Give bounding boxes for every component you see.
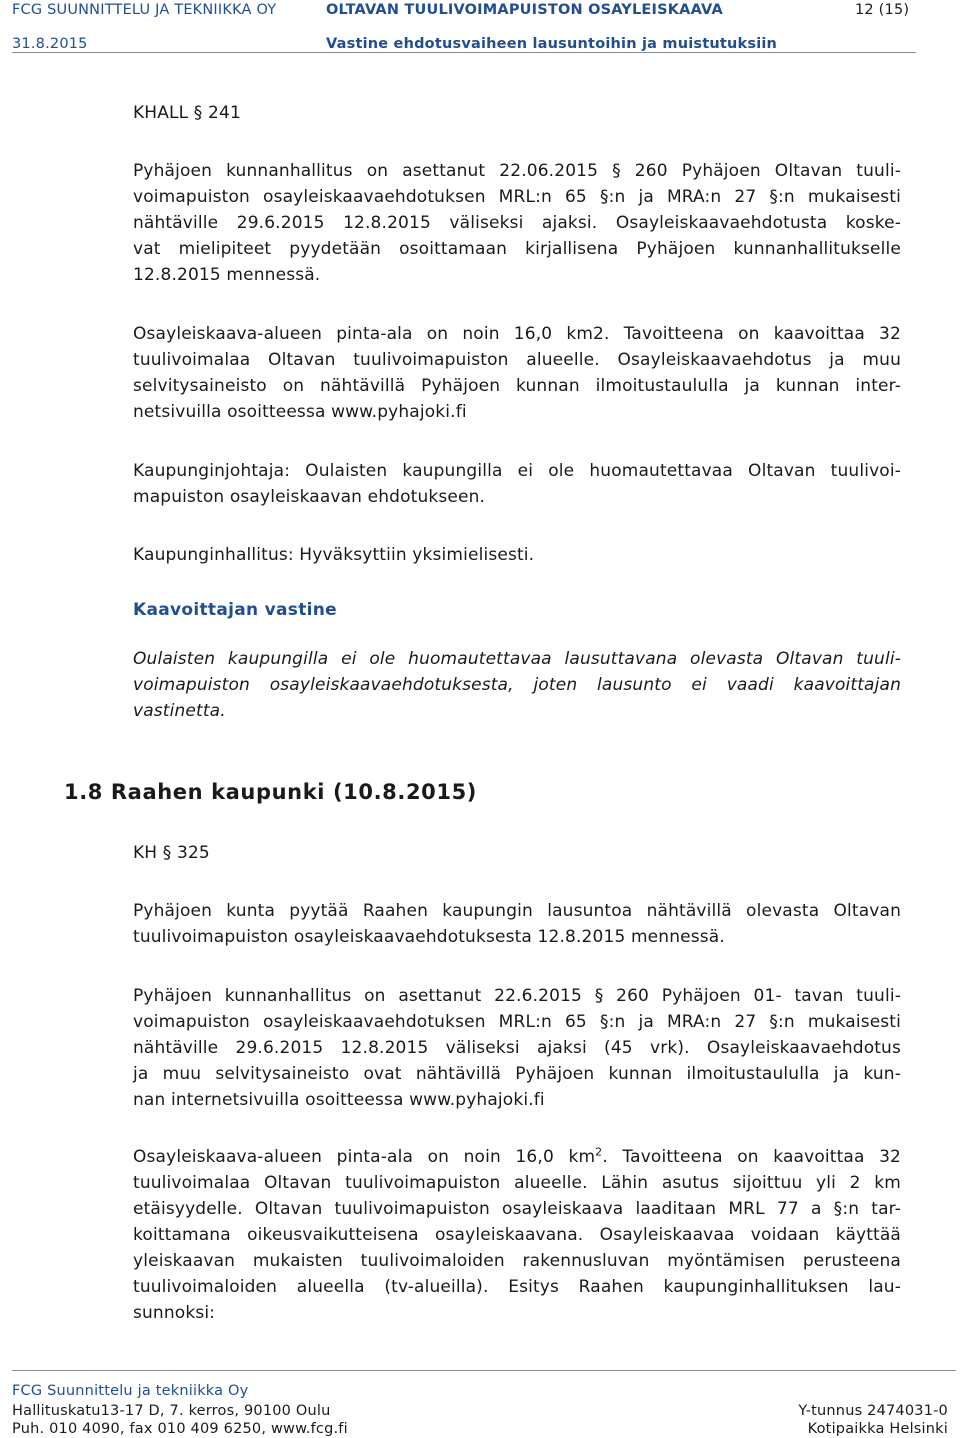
text-line: nähtäville 29.6.2015 12.8.2015 väliseksi ajaksi. Osayleiskaavaehdotusta koske- — [133, 213, 901, 233]
text-line: netsivuilla osoitteessa www.pyhajoki.fi — [133, 402, 467, 422]
text-line: Pyhäjoen kunnanhallitus on asettanut 22.6.2015 § 260 Pyhäjoen 01- tavan tuuli- — [133, 986, 901, 1006]
paragraph-pinta-ala — [133, 321, 901, 425]
text-line: ja muu selvitysaineisto ovat nähtävillä Pyhäjoen kunnan ilmoitustaululla ja kun- — [133, 1064, 901, 1084]
paragraph-lausuntopyynto — [133, 898, 901, 950]
header-company: FCG SUUNNITTELU JA TEKNIIKKA OY — [12, 2, 277, 18]
text-line: voimapuiston osayleiskaavaehdotuksen MRL:n 65 §:n ja MRA:n 27 §:n mukaisesti — [133, 1012, 901, 1032]
kh-reference: KH § 325 — [133, 843, 210, 863]
text-line: Pyhäjoen kunnanhallitus on asettanut 22.06.2015 § 260 Pyhäjoen Oltavan tuuli- — [133, 161, 901, 181]
text-line: voimapuiston osayleiskaavaehdotuksen MRL:n 65 §:n ja MRA:n 27 §:n mukaisesti — [133, 187, 901, 207]
text-line: Oulaisten kaupungilla ei ole huomautettavaa lausuttavana olevasta Oltavan tuuli- — [133, 649, 901, 669]
text-line: mapuiston osayleiskaavan ehdotukseen. — [133, 487, 486, 507]
header-divider — [12, 52, 916, 53]
footer-business-id: Y-tunnus 2474031-0 — [798, 1403, 948, 1419]
footer-domicile: Kotipaikka Helsinki — [807, 1421, 948, 1437]
text-line: tuulivoimapuiston osayleiskaavaehdotuksesta 12.8.2015 mennessä. — [133, 927, 725, 947]
paragraph-asettanut — [133, 983, 901, 1113]
header-subtitle: Vastine ehdotusvaiheen lausuntoihin ja muistutuksiin — [326, 36, 778, 52]
text-line: Osayleiskaava-alueen pinta-ala on noin 16,0 $km^2$. Tavoitteena on kaavoittaa 32 — [133, 1145, 901, 1167]
paragraph-vastine — [133, 646, 901, 724]
text-line: vastinetta. — [133, 701, 226, 721]
paragraph-kaupunginhallitus — [133, 542, 901, 568]
page-subheader — [0, 36, 960, 60]
text-line: tuulivoimalaa Oltavan tuulivoimapuiston alueelle. Osayleiskaavaehdotus ja muu — [133, 350, 901, 370]
text-line: Kaupunginhallitus: Hyväksyttiin yksimielisesti. — [133, 545, 535, 565]
text-line: selvitysaineisto on nähtävillä Pyhäjoen kunnan ilmoitustaululla ja kunnan inter- — [133, 376, 901, 396]
footer-divider — [12, 1370, 956, 1371]
footer-contact: Puh. 010 4090, fax 010 409 6250, www.fcg.fi — [12, 1421, 348, 1437]
header-doc-title: OLTAVAN TUULIVOIMAPUISTON OSAYLEISKAAVA — [326, 2, 723, 18]
text-line: koittamana oikeusvaikutteisena osayleiskaavana. Osayleiskaavaa voidaan käyttää — [133, 1225, 901, 1245]
text-line: yleiskaavan mukaisten tuulivoimaloiden rakennusluvan myöntämisen perusteena — [133, 1251, 901, 1271]
text-line: voimapuiston osayleiskaavaehdotuksesta, joten lausunto ei vaadi kaavoittajan — [133, 675, 901, 695]
paragraph-pinta-ala-raahe — [133, 1144, 901, 1326]
text-line: sunnoksi: — [133, 1303, 216, 1323]
text-line: tuulivoimalaa Oltavan tuulivoimapuiston alueelle. Lähin asutus sijoittuu yli 2 km — [133, 1173, 901, 1193]
text-line: Kaupunginjohtaja: Oulaisten kaupungilla ei ole huomautettavaa Oltavan tuulivoi- — [133, 461, 901, 481]
header-page-number: 12 (15) — [855, 2, 910, 18]
section-heading: 1.8 Raahen kaupunki (10.8.2015) — [64, 780, 478, 804]
text-line: nan internetsivuilla osoitteessa www.pyhajoki.fi — [133, 1090, 545, 1110]
footer-address: Hallituskatu13-17 D, 7. kerros, 90100 Oulu — [12, 1403, 331, 1419]
vastine-heading: Kaavoittajan vastine — [133, 600, 338, 620]
text-line: etäisyydelle. Oltavan tuulivoimapuiston osayleiskaava laaditaan MRL 77 a §:n tar- — [133, 1199, 901, 1219]
khall-reference: KHALL § 241 — [133, 103, 241, 123]
page-header — [0, 0, 960, 24]
text-line: 12.8.2015 mennessä. — [133, 265, 321, 285]
text-line: vat mielipiteet pyydetään osoittamaan kirjallisena Pyhäjoen kunnanhallitukselle — [133, 239, 901, 259]
text-line: Osayleiskaava-alueen pinta-ala on noin 16,0 km2. Tavoitteena on kaavoittaa 32 — [133, 324, 901, 344]
text-line: nähtäville 29.6.2015 12.8.2015 väliseksi ajaksi (45 vrk). Osayleiskaavaehdotus — [133, 1038, 901, 1058]
footer-company: FCG Suunnittelu ja tekniikka Oy — [12, 1383, 249, 1399]
paragraph-kaupunginjohtaja — [133, 458, 901, 510]
text-line: Pyhäjoen kunta pyytää Raahen kaupungin lausuntoa nähtävillä olevasta Oltavan — [133, 901, 901, 921]
header-date: 31.8.2015 — [12, 36, 88, 52]
text-line: tuulivoimaloiden alueella (tv-alueilla). Esitys Raahen kaupunginhallituksen lau- — [133, 1277, 901, 1297]
paragraph-nahtavilla — [133, 158, 901, 288]
